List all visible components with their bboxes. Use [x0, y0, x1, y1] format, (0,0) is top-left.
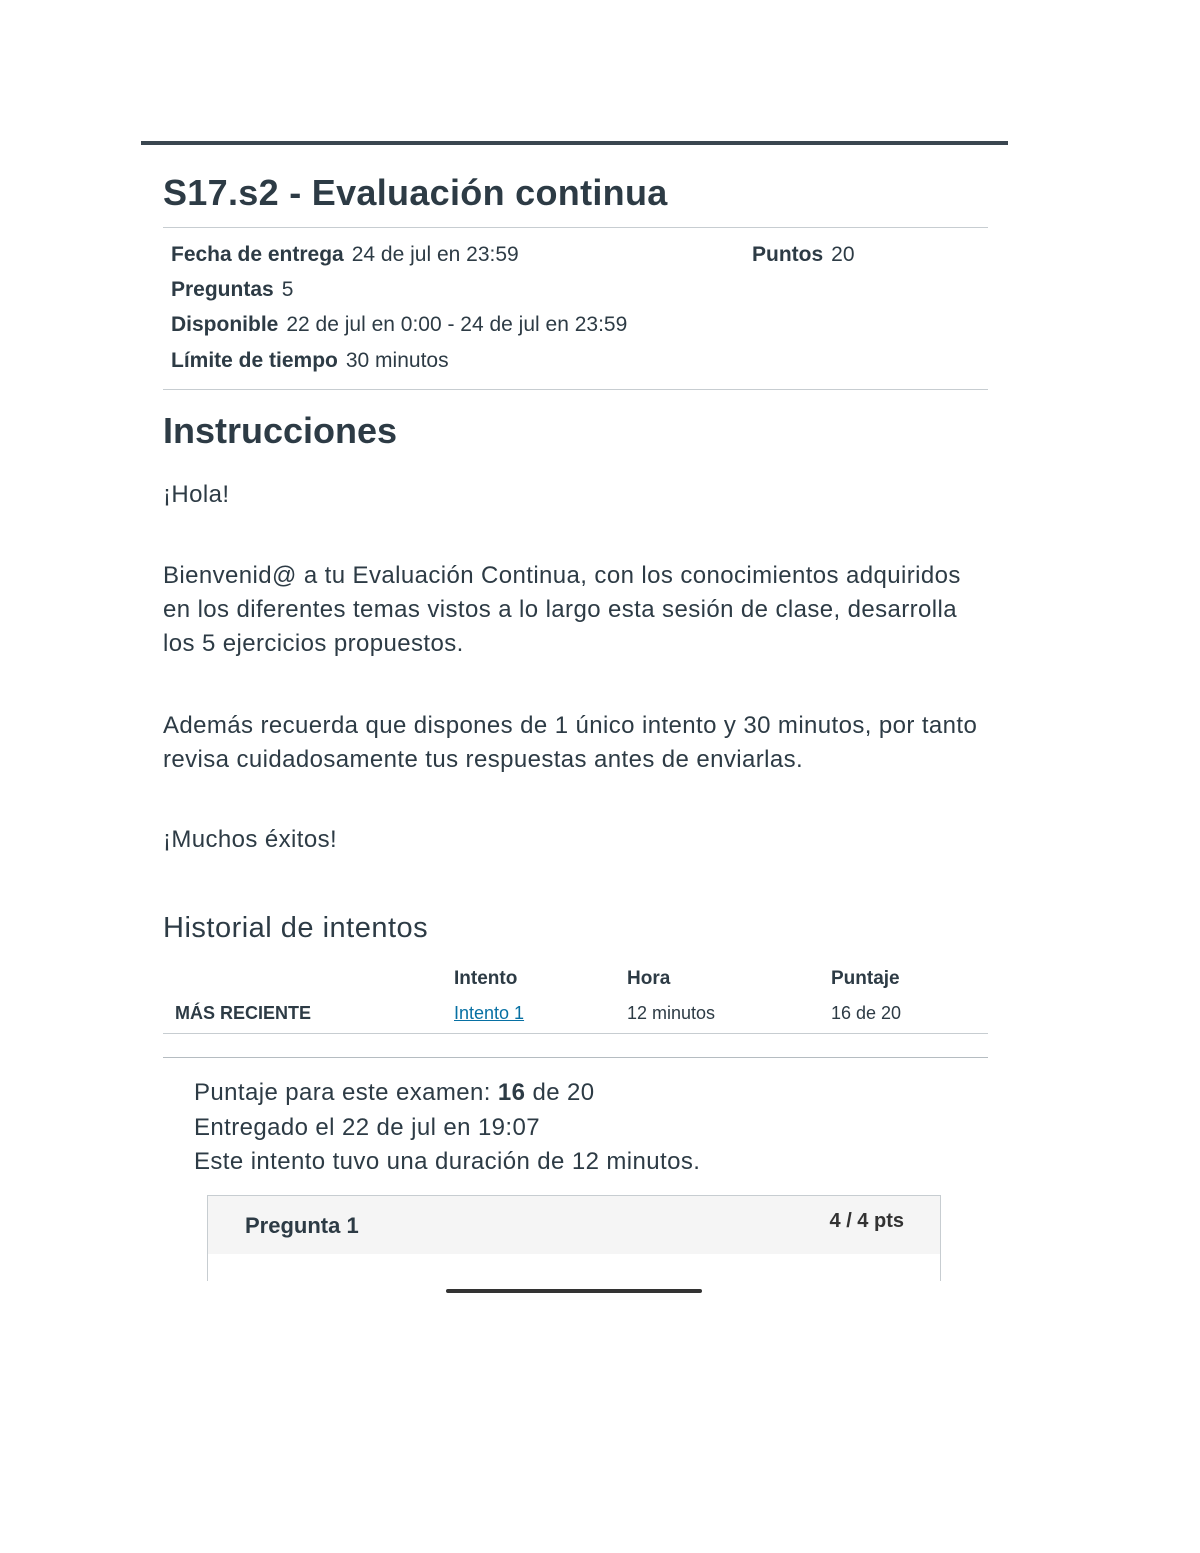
history-title: Historial de intentos — [163, 912, 429, 944]
instructions-greeting: ¡Hola! — [163, 481, 230, 508]
column-header-attempt: Intento — [454, 968, 518, 989]
divider — [163, 389, 988, 390]
questions-label: Preguntas — [171, 278, 274, 301]
meta-due-row — [171, 243, 519, 267]
table-row-divider — [163, 1033, 988, 1034]
top-rule — [141, 141, 1008, 145]
due-value: 24 de jul en 23:59 — [351, 243, 519, 266]
quiz-title: S17.s2 - Evaluación continua — [163, 172, 668, 213]
available-value: 22 de jul en 0:00 - 24 de jul en 23:59 — [286, 313, 628, 336]
question-header — [208, 1196, 940, 1254]
question-points: 4 / 4 pts — [829, 1210, 904, 1232]
meta-questions-row — [171, 278, 293, 302]
attempt-link[interactable]: Intento 1 — [454, 1003, 525, 1023]
divider — [163, 227, 988, 228]
question-title: Pregunta 1 — [245, 1213, 359, 1238]
time-limit-value: 30 minutos — [345, 349, 449, 372]
points-value: 20 — [831, 243, 855, 266]
meta-points-row — [752, 243, 855, 267]
score-suffix: de 20 — [525, 1079, 595, 1106]
instructions-title: Instrucciones — [163, 410, 398, 451]
time-limit-label: Límite de tiempo — [171, 349, 338, 372]
duration-line: Este intento tuvo una duración de 12 minutos. — [194, 1148, 701, 1175]
scroll-indicator — [446, 1289, 702, 1293]
submitted-line: Entregado el 22 de jul en 19:07 — [194, 1114, 540, 1141]
instructions-paragraph: Bienvenid@ a tu Evaluación Continua, con los conocimientos adquiridos en los diferentes temas vistos a lo largo esta sesión de clase, desarrolla los 5 ejercicios propuestos. — [163, 562, 961, 657]
score-prefix: Puntaje para este examen: — [194, 1079, 498, 1106]
meta-available-row — [171, 313, 627, 337]
due-label: Fecha de entrega — [171, 243, 344, 266]
row-label: MÁS RECIENTE — [175, 1003, 312, 1023]
points-label: Puntos — [752, 243, 824, 266]
attempt-time: 12 minutos — [627, 1003, 716, 1023]
score-value: 16 — [497, 1079, 526, 1106]
instructions-paragraph: Además recuerda que dispones de 1 único intento y 30 minutos, por tanto revisa cuidadosamente tus respuestas antes de enviarlas. — [163, 712, 978, 773]
column-header-score: Puntaje — [831, 968, 900, 989]
score-line — [194, 1079, 595, 1107]
column-header-time: Hora — [627, 968, 671, 989]
questions-value: 5 — [281, 278, 294, 301]
meta-time-limit-row — [171, 349, 449, 373]
instructions-closing: ¡Muchos éxitos! — [163, 826, 338, 853]
available-label: Disponible — [171, 313, 279, 336]
divider — [163, 1057, 988, 1058]
question-card — [207, 1195, 941, 1281]
attempt-score: 16 de 20 — [831, 1003, 902, 1023]
